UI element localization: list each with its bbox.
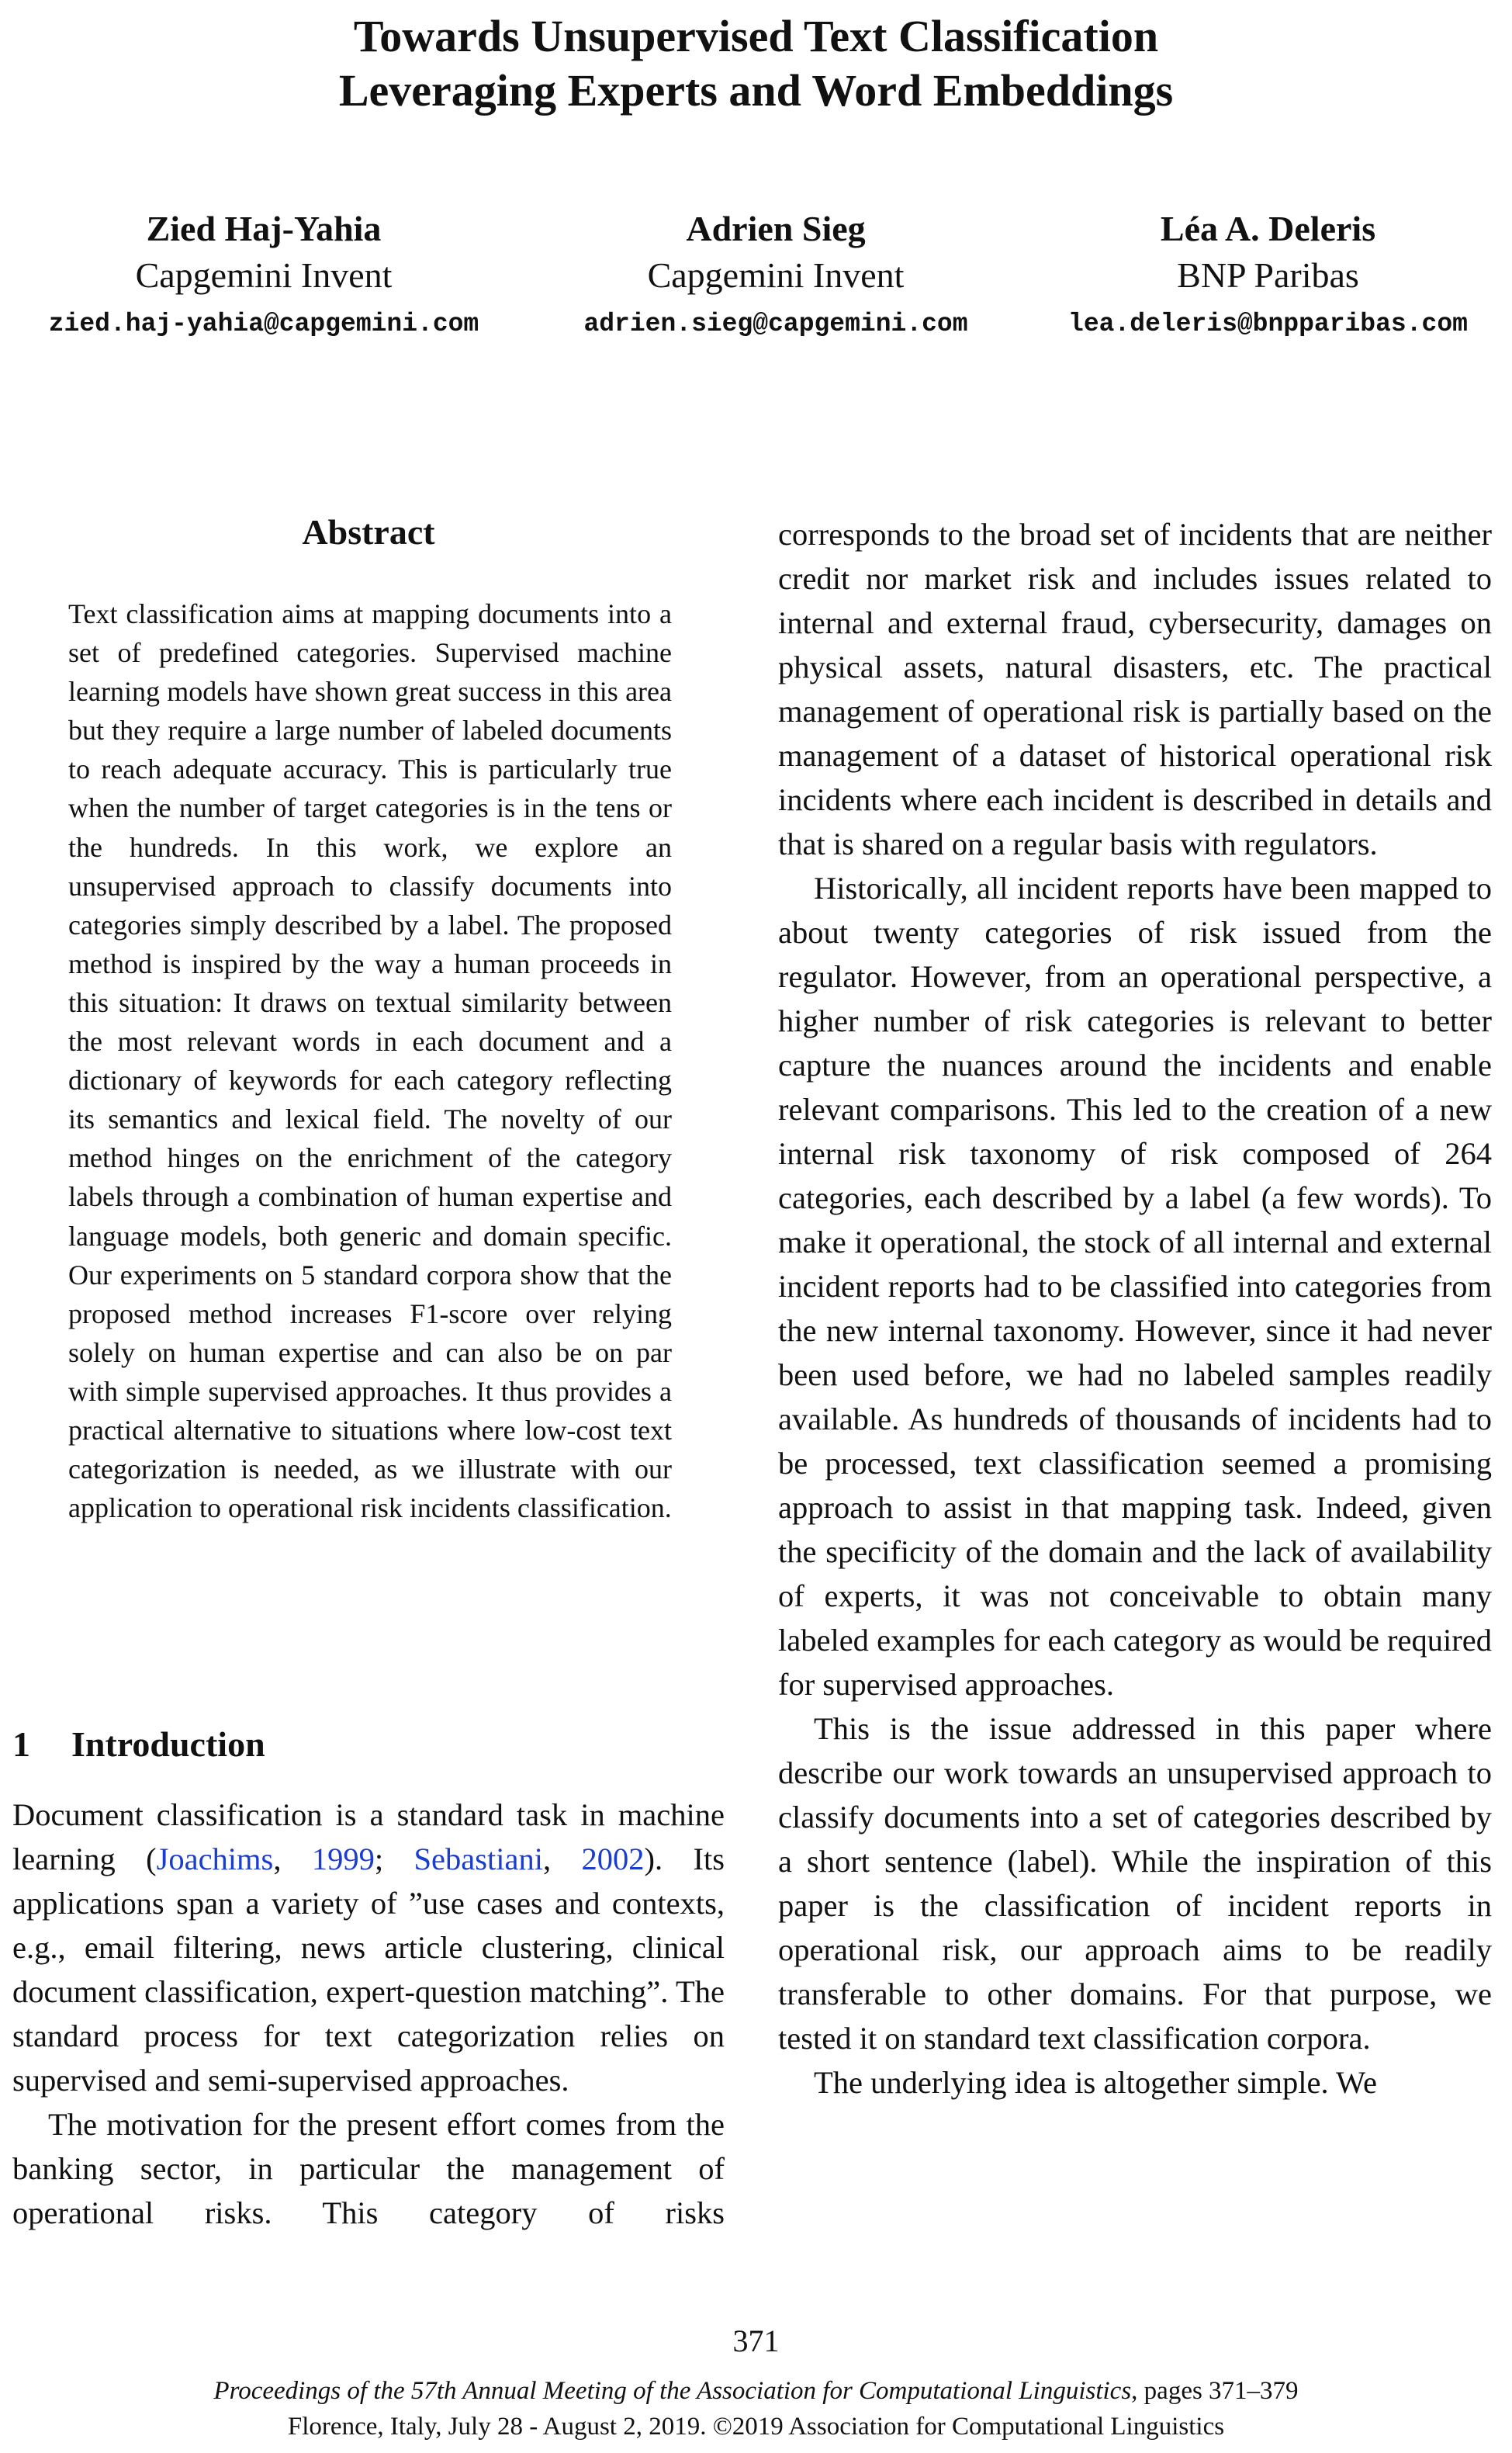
author-email: lea.deleris@bnpparibas.com — [1068, 310, 1468, 338]
footer-venue: Proceedings of the 57th Annual Meeting of the Association for Computational Linguistics — [213, 2377, 1132, 2405]
author-affiliation: BNP Paribas — [1177, 255, 1359, 295]
author-email: zied.haj-yahia@capgemini.com — [48, 310, 479, 338]
proceedings-footer — [0, 2373, 1512, 2444]
citation-link-joachims-year[interactable]: 1999 — [311, 1841, 375, 1876]
page-number: 371 — [732, 2323, 780, 2358]
citation-separator: ; — [374, 1841, 414, 1876]
author-name: Adrien Sieg — [686, 209, 866, 248]
citation-link-sebastiani[interactable]: Sebastiani — [413, 1841, 543, 1876]
citation-link-sebastiani-year[interactable]: 2002 — [581, 1841, 645, 1876]
paragraph-text: ). Its applications span a variety of ”use cases and contexts, e.g., email filtering, news article clustering, clinical document classification, expert-question matching”. The standard process for text categorization relies on supervised and semi-supervised approaches. — [12, 1841, 725, 2098]
title-line-2: Leveraging Experts and Word Embeddings — [338, 65, 1174, 116]
author-affiliation: Capgemini Invent — [647, 255, 905, 295]
citation-link-joachims[interactable]: Joachims — [156, 1841, 274, 1876]
intro-paragraph-1 — [12, 1793, 725, 2102]
citation-separator: , — [273, 1841, 312, 1876]
author-block-2 — [528, 206, 1024, 350]
paper-title — [0, 9, 1512, 118]
left-column-body — [12, 1793, 725, 2235]
paragraph-text: Document classification is a standard task in machine learning ( — [12, 1797, 725, 1876]
abstract-paragraph: Text classification aims at mapping documents into a set of predefined categories. Supervised machine learning models have shown great success in this area but they require a large number of labeled documents to reach adequate accuracy. This is particularly true when the number of target categories is in the tens or the hundreds. In this work, we explore an unsupervised approach to classify documents into categories simply described by a label. The proposed method is inspired by the way a human proceeds in this situation: It draws on textual similarity between the most relevant words in each document and a dictionary of keywords for each category reflecting its semantics and lexical field. The novelty of our method hinges on the enrichment of the category labels through a combination of human expertise and language models, both generic and domain specific. Our experiments on 5 standard corpora show that the proposed method increases F1-score over relying solely on human expertise and can also be on par with simple supervised approaches. It thus provides a practical alternative to situations where low-cost text categorization is needed, as we illustrate with our application to operational risk incidents classification. — [68, 598, 672, 1524]
author-name: Léa A. Deleris — [1160, 209, 1376, 248]
footer-line-2: Florence, Italy, July 28 - August 2, 2019. ©2019 Association for Computational Linguistics — [287, 2413, 1225, 2441]
abstract-text — [68, 594, 672, 1527]
intro-paragraph-4: This is the issue addressed in this paper where describe our work towards an unsupervised approach to classify documents into a set of categories described by a short sentence (label). While the inspiration of this paper is the classification of incident reports in operational risk, our approach aims to be readily transferable to other domains. For that purpose, we tested it on standard text classification corpora. — [778, 1711, 1492, 2056]
footer-line-1 — [0, 2373, 1512, 2409]
author-block-1 — [0, 206, 528, 350]
section-heading-introduction — [12, 1721, 265, 1768]
author-block-3 — [1024, 206, 1512, 350]
author-email: adrien.sieg@capgemini.com — [583, 310, 968, 338]
title-line-1: Towards Unsupervised Text Classification — [353, 11, 1159, 61]
intro-paragraph-5: The underlying idea is altogether simple. We — [814, 2065, 1377, 2100]
abstract-heading: Abstract — [302, 512, 435, 552]
author-name: Zied Haj-Yahia — [146, 209, 382, 248]
right-column-body — [778, 512, 1492, 2105]
intro-paragraph-3: Historically, all incident reports have been mapped to about twenty categories of risk issued from the regulator. However, from an operational perspective, a higher number of risk categories is relevant to better capture the nuances around the incidents and enable relevant comparisons. This led to the creation of a new internal risk taxonomy of risk composed of 264 categories, each described by a label (a few words). To make it operational, the stock of all internal and external incident reports had to be classified into categories from the new internal taxonomy. However, since it had never been used before, we had no labeled samples readily available. As hundreds of thousands of incidents had to be processed, text classification seemed a promising approach to assist in that mapping task. Indeed, given the specificity of the domain and the lack of availability of experts, it was not conceivable to obtain many labeled examples for each category as would be required for supervised approaches. — [778, 871, 1492, 1702]
section-number: 1 — [12, 1724, 30, 1764]
author-affiliation: Capgemini Invent — [135, 255, 393, 295]
intro-paragraph-2-continued: corresponds to the broad set of incidents that are neither credit nor market risk and includes issues related to internal and external fraud, cybersecurity, damages on physical assets, natural disasters, etc. The practical management of operational risk is partially based on the management of a dataset of historical operational risk incidents where each incident is described in details and that is shared on a regular basis with regulators. — [778, 517, 1492, 861]
citation-separator: , — [542, 1841, 582, 1876]
section-title: Introduction — [71, 1724, 265, 1764]
footer-pages: , pages 371–379 — [1131, 2377, 1299, 2405]
intro-paragraph-2: The motivation for the present effort comes from the banking sector, in particular the management of operational risks. This category of risks — [12, 2107, 725, 2230]
